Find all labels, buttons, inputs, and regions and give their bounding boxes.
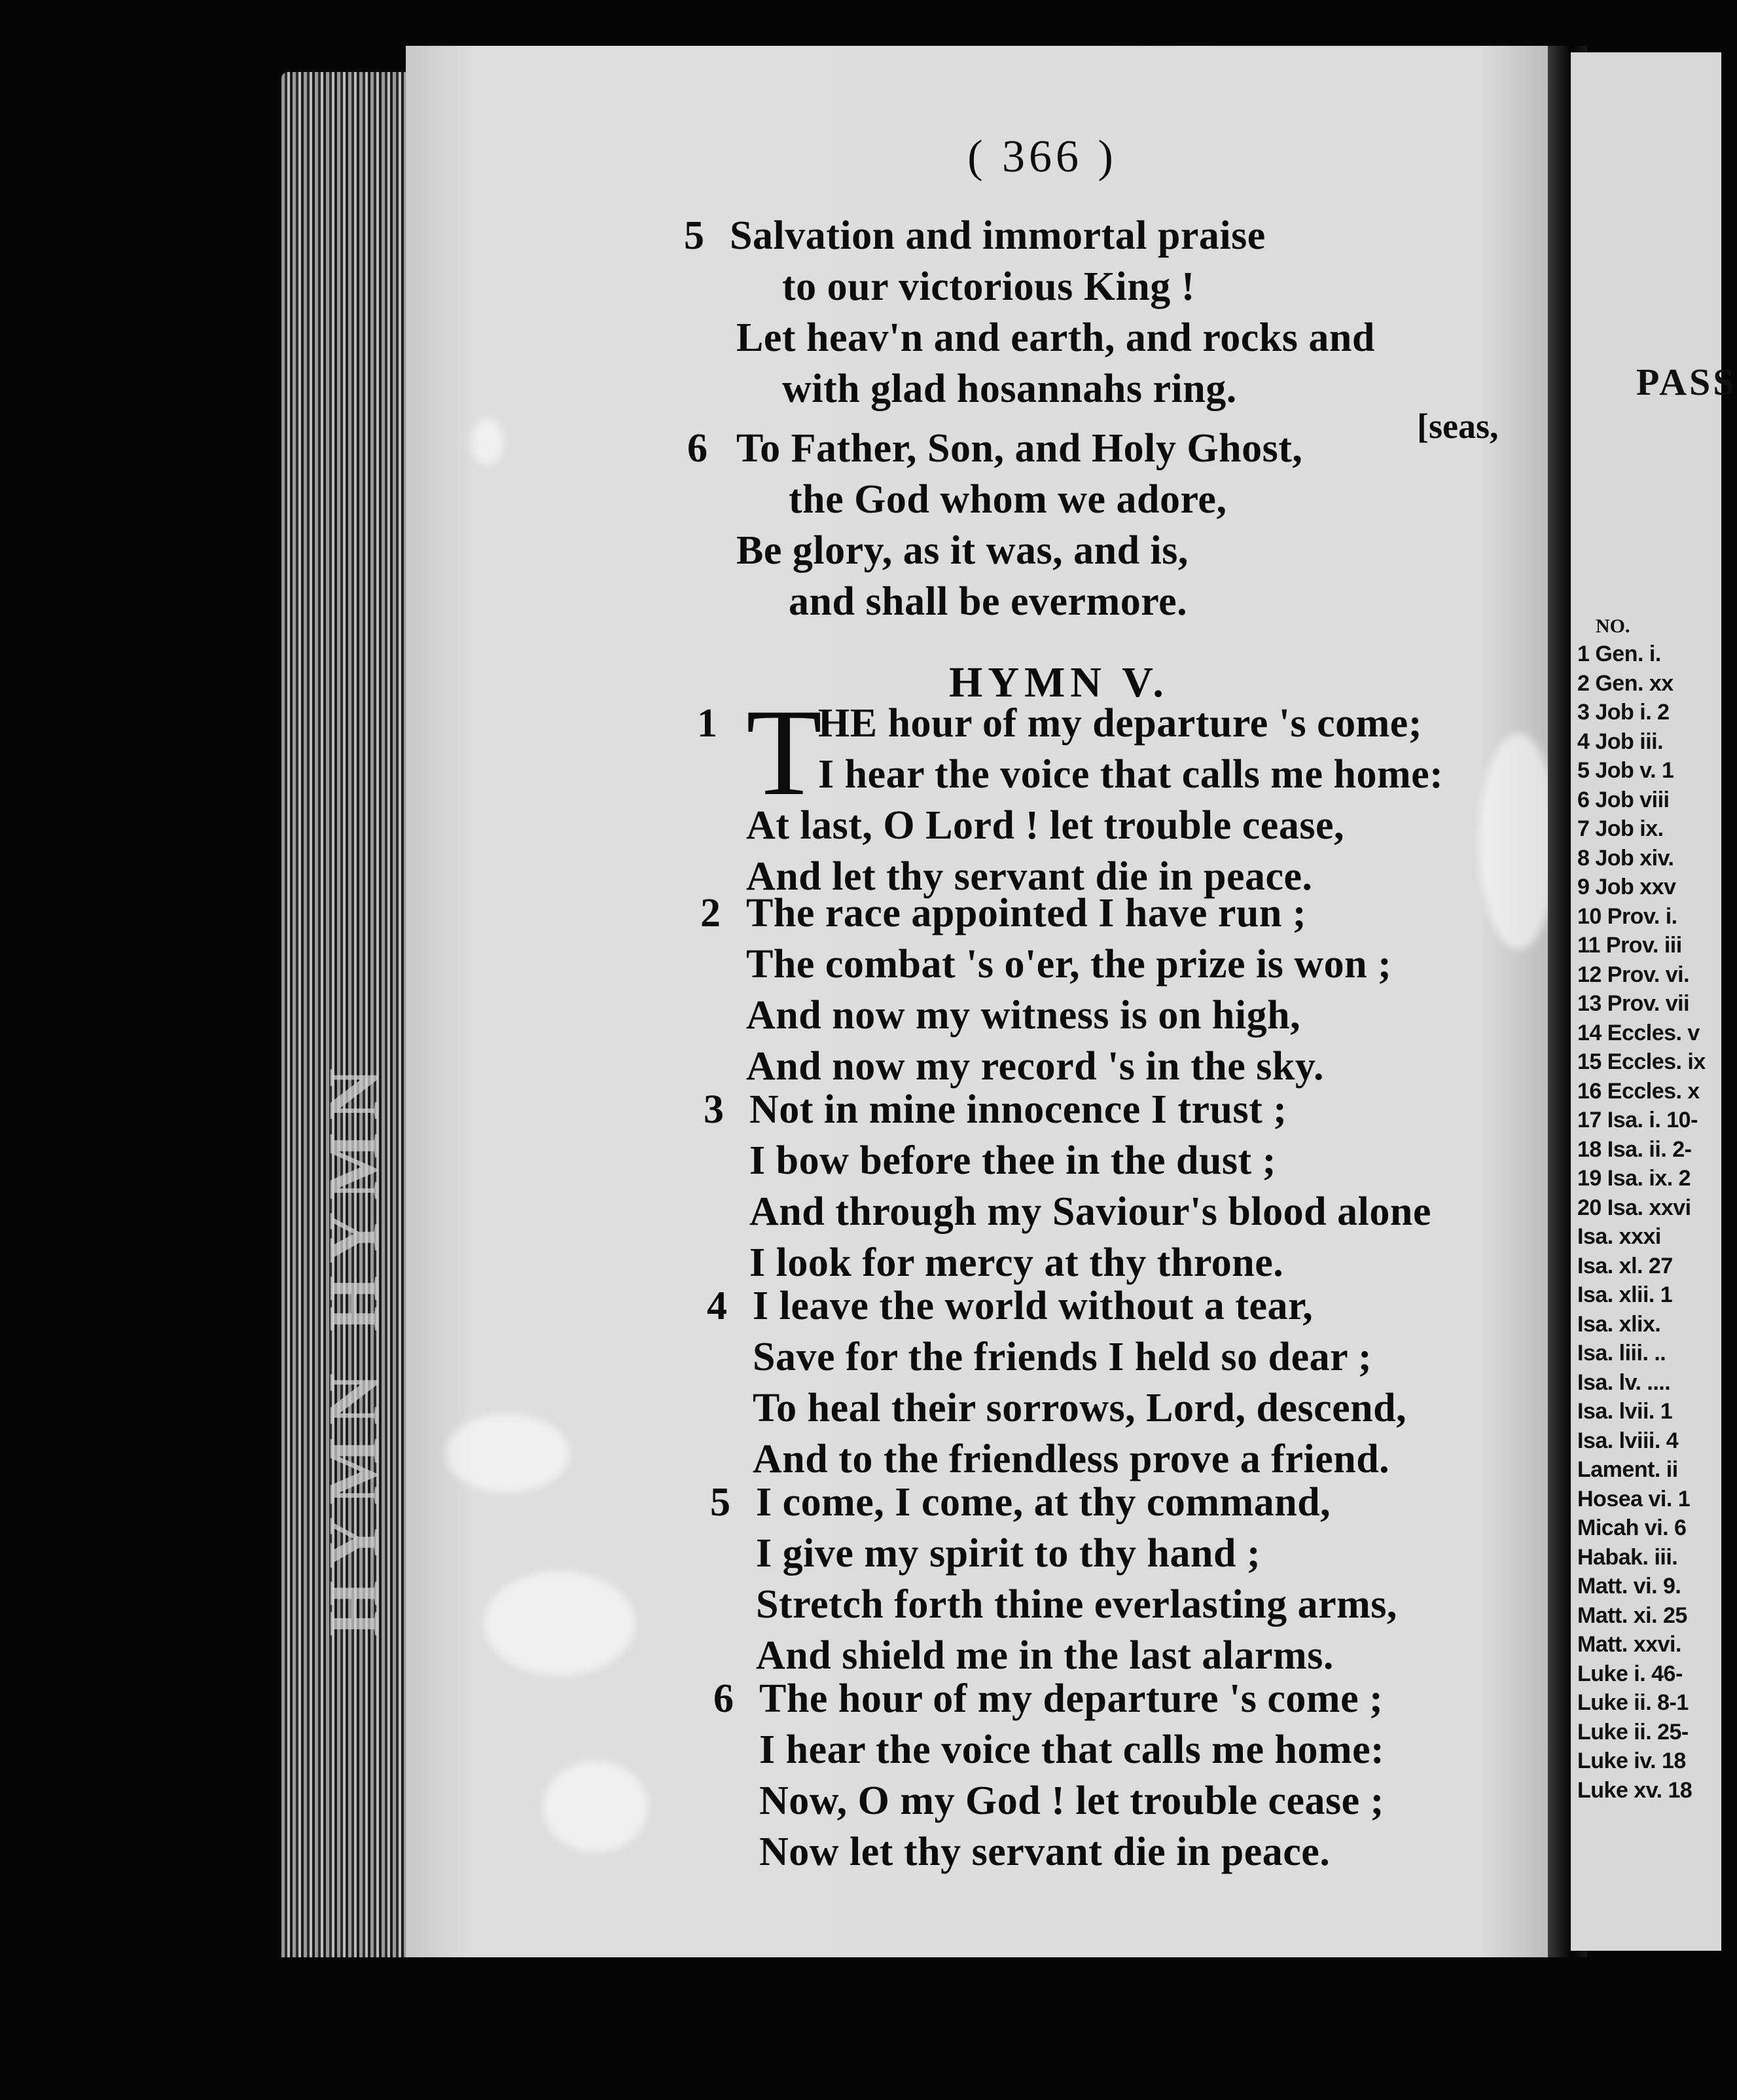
hymn-title: HYMN V. (949, 659, 1169, 706)
stanza-line: Let heav'n and earth, and rocks and (736, 316, 1375, 360)
stanza-line: And now my record 's in the sky. (746, 1044, 1324, 1089)
stanza-line: Now let thy servant die in peace. (759, 1830, 1331, 1874)
turnover-note: [seas, (1417, 407, 1499, 446)
passage-ref: 3 Job i. 2 (1577, 700, 1670, 725)
stanza-line: I hear the voice that calls me home: (818, 752, 1444, 797)
stanza-line: HE hour of my departure 's come; (818, 701, 1422, 746)
stanza-line: I bow before thee in the dust ; (749, 1138, 1276, 1183)
passage-ref: Habak. iii. (1577, 1544, 1678, 1570)
passage-ref: Micah vi. 6 (1577, 1515, 1687, 1540)
stanza-line: The combat 's o'er, the prize is won ; (746, 942, 1392, 987)
passage-ref: Luke ii. 25- (1577, 1719, 1689, 1745)
right-page-fragment (1571, 52, 1737, 1951)
stanza-number: 6 (687, 426, 707, 471)
passage-ref: 7 Job ix. (1577, 816, 1664, 841)
passage-ref: Hosea vi. 1 (1577, 1486, 1691, 1512)
stanza-line: with glad hosannahs ring. (782, 367, 1237, 411)
passage-ref: Isa. xlix. (1577, 1311, 1661, 1337)
passage-ref: 10 Prov. i. (1577, 903, 1677, 929)
passage-ref: Matt. xi. 25 (1577, 1602, 1687, 1628)
stanza-number: 2 (700, 891, 721, 935)
stanza-line: At last, O Lord ! let trouble cease, (746, 803, 1344, 848)
passage-ref: 6 Job viii (1577, 787, 1670, 812)
stanza-number: 4 (707, 1284, 727, 1328)
passage-ref: 1 Gen. i. (1577, 642, 1661, 666)
stanza-number: 1 (697, 701, 717, 746)
passage-ref: 17 Isa. i. 10- (1577, 1108, 1698, 1132)
stanza-line: And to the friendless prove a friend. (753, 1437, 1390, 1481)
passage-ref: 4 Job iii. (1577, 729, 1664, 754)
passage-ref: 9 Job xxv (1577, 875, 1676, 899)
passage-ref: 14 Eccles. v (1577, 1020, 1700, 1045)
passage-ref: 15 Eccles. ix (1577, 1049, 1706, 1074)
passage-ref: Matt. xxvi. (1577, 1632, 1681, 1657)
stanza-line: Stretch forth thine everlasting arms, (756, 1582, 1397, 1627)
passage-ref: 11 Prov. iii (1577, 933, 1682, 958)
passage-ref: Lament. ii (1577, 1457, 1678, 1482)
main-page (406, 46, 1548, 1957)
passage-ref: 8 Job xiv. (1577, 845, 1674, 871)
stanza-line: Not in mine innocence I trust ; (749, 1087, 1287, 1132)
passage-ref: Isa. lv. .... (1577, 1369, 1671, 1395)
passage-ref: Luke xv. 18 (1577, 1777, 1692, 1803)
stanza-line: The race appointed I have run ; (746, 891, 1306, 935)
right-page-heading: PASS (1636, 361, 1737, 403)
stanza-line: To heal their sorrows, Lord, descend, (753, 1386, 1407, 1430)
stanza-number: 6 (713, 1676, 734, 1721)
stanza-line: To Father, Son, and Holy Ghost, (736, 426, 1303, 471)
stanza-line: Save for the friends I held so dear ; (753, 1335, 1372, 1379)
wear-spot (445, 1414, 569, 1493)
passage-ref: 13 Prov. vii (1577, 991, 1690, 1016)
stanza-line: I come, I come, at thy command, (756, 1480, 1331, 1525)
passage-ref: Isa. xxxi (1577, 1224, 1661, 1249)
passage-ref: Luke i. 46- (1577, 1661, 1683, 1686)
passage-ref: 18 Isa. ii. 2- (1577, 1136, 1692, 1162)
stanza-line: And shield me in the last alarms. (756, 1633, 1334, 1678)
drop-cap: T (746, 684, 823, 822)
stanza-line: Salvation and immortal praise (730, 213, 1266, 258)
passage-ref: Isa. xlii. 1 (1577, 1282, 1673, 1307)
passage-ref: Matt. vi. 9. (1577, 1574, 1681, 1599)
passage-ref: Isa. xl. 27 (1577, 1253, 1673, 1278)
stanza-line: to our victorious King ! (782, 264, 1195, 309)
stanza-number: 5 (684, 213, 704, 258)
passage-ref: Isa. lvii. 1 (1577, 1399, 1673, 1424)
passage-ref: 5 Job v. 1 (1577, 758, 1674, 783)
passage-ref: Isa. lviii. 4 (1577, 1428, 1679, 1453)
stanza-number: 3 (704, 1087, 724, 1132)
passage-ref: 16 Eccles. x (1577, 1078, 1700, 1104)
stanza-line: I leave the world without a tear, (753, 1284, 1314, 1328)
passage-ref: 19 Isa. ix. 2 (1577, 1166, 1691, 1191)
stanza-line: and shall be evermore. (789, 579, 1188, 624)
stanza-line: I give my spirit to thy hand ; (756, 1531, 1261, 1576)
stanza-line: And let thy servant die in peace. (746, 854, 1313, 899)
stanza-line: Be glory, as it was, and is, (736, 528, 1189, 573)
wear-spot (543, 1761, 648, 1853)
stanza-line: Now, O my God ! let trouble cease ; (759, 1779, 1384, 1823)
spine-text: HYMN HYMN (313, 1056, 393, 1637)
wear-spot (1479, 733, 1558, 949)
passage-ref: 2 Gen. xx (1577, 670, 1674, 696)
passage-ref: Luke iv. 18 (1577, 1748, 1686, 1773)
page-number: ( 366 ) (967, 132, 1117, 182)
wear-spot (471, 419, 504, 465)
stanza-line: And now my witness is on high, (746, 993, 1301, 1038)
stanza-line: The hour of my departure 's come ; (759, 1676, 1384, 1721)
wear-spot (484, 1571, 635, 1676)
stanza-number: 5 (710, 1480, 730, 1525)
passage-ref: 20 Isa. xxvi (1577, 1195, 1691, 1220)
passage-ref: 12 Prov. vi. (1577, 962, 1690, 987)
passage-ref: Luke ii. 8-1 (1577, 1690, 1689, 1715)
passage-ref: Isa. liii. .. (1577, 1341, 1666, 1366)
stanza-line: I look for mercy at thy throne. (749, 1240, 1284, 1285)
passage-list-column-head: NO. (1596, 615, 1630, 637)
stanza-line: And through my Saviour's blood alone (749, 1189, 1431, 1234)
stanza-line: I hear the voice that calls me home: (759, 1728, 1385, 1772)
stanza-line: the God whom we adore, (789, 477, 1227, 522)
